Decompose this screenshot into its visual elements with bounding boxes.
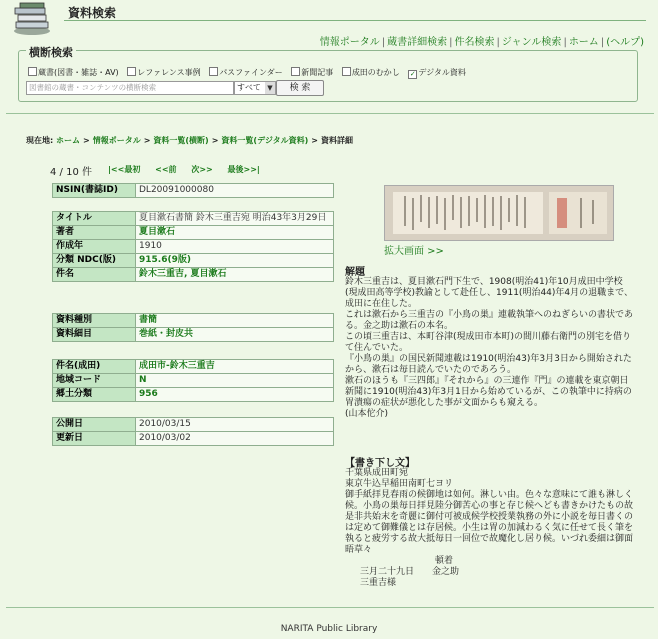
pager: [108, 164, 272, 175]
breadcrumb-home[interactable]: ホーム: [56, 136, 80, 145]
breadcrumb-portal[interactable]: 情報ポータル: [92, 136, 141, 145]
subject-link[interactable]: 鈴木三重吉, 夏目漱石: [136, 268, 334, 282]
local-subject-link[interactable]: 成田市-鈴木三重吉: [136, 360, 334, 374]
transcription-line: 東京牛込早稲田南町七ヨリ: [345, 479, 454, 489]
nav-home[interactable]: ホーム: [568, 37, 599, 48]
breadcrumb: 現在地: ホーム > 情報ポータル > 資料一覧(横断) > 資料一覧(デジタル資料) > 資料詳細: [26, 136, 353, 145]
field-value: 夏目漱石書簡 鈴木三重吉宛 明治43年3月29日: [136, 212, 334, 226]
nav-detail-search[interactable]: 蔵書詳細検索: [387, 37, 448, 48]
check-reference[interactable]: [127, 67, 200, 78]
type-link[interactable]: 書簡: [136, 314, 334, 328]
table-row: [53, 388, 334, 402]
field-label: 資料種別: [53, 314, 136, 328]
table-row: [53, 432, 334, 446]
transcription-heading: 【書き下し文】: [345, 458, 415, 469]
pager-first[interactable]: |<<最初: [108, 165, 141, 174]
meta-table-local: [52, 359, 334, 402]
description-line: 漱石のほうも『三四郎』『それから』の三連作『門』の連載を東京朝日新聞に1910(明治43)年3月1日から始めているが、この執筆中に持病の胃潰瘍の症状が悪化した事が文面からも窺える。: [345, 376, 632, 408]
breadcrumb-list-digital[interactable]: 資料一覧(デジタル資料): [221, 136, 309, 145]
field-label: 公開日: [53, 418, 136, 432]
ndc-link[interactable]: 915.6(9版): [136, 254, 334, 268]
field-value: 1910: [136, 240, 334, 254]
cross-search-checkboxes: [28, 67, 472, 79]
field-label: 著者: [53, 226, 136, 240]
description-line: 『小鳥の巣』の国民新聞連載は1910(明治43)年3月3日から開始されたから、漱石は毎日読んでいたのであろう。: [345, 354, 632, 375]
checkbox-icon[interactable]: [342, 67, 351, 76]
search-button[interactable]: 検 索: [276, 80, 324, 96]
meta-table-dates: [52, 417, 334, 446]
check-collection[interactable]: [28, 67, 119, 78]
author-link[interactable]: 夏目漱石: [136, 226, 334, 240]
check-label: パスファインダー: [219, 68, 283, 77]
table-row: [53, 254, 334, 268]
chevron-down-icon[interactable]: ▼: [265, 82, 275, 94]
field-value: 2010/03/02: [136, 432, 334, 446]
breadcrumb-list-cross[interactable]: 資料一覧(横断): [153, 136, 209, 145]
description-line: 鈴木三重吉は、夏目漱石門下生で、1908(明治41)年10月成田中学校(現成田高等学校)教諭として赴任し、1911(明治44)年4月の退職まで、成田に在住した。: [345, 277, 633, 309]
meta-table-type: [52, 313, 334, 342]
scope-select[interactable]: [234, 81, 276, 95]
field-value: DL20091000080: [136, 184, 334, 198]
table-row: [53, 184, 334, 198]
title-divider: [64, 20, 646, 21]
breadcrumb-current: 資料詳細: [320, 136, 353, 145]
field-label: NSIN(書誌ID): [53, 184, 136, 198]
check-pathfinder[interactable]: [209, 67, 283, 78]
checkbox-icon[interactable]: [127, 67, 136, 76]
description-line: これは漱石から三重吉の『小鳥の巣』連載執筆へのねぎらいの書状である。金之助は漱石の本名。: [345, 310, 634, 331]
table-row: [53, 314, 334, 328]
check-label: 蔵書(図書・雑誌・AV): [38, 68, 119, 77]
table-row: [53, 328, 334, 342]
check-label: デジタル資料: [418, 68, 466, 77]
local-class-link[interactable]: 956: [136, 388, 334, 402]
nav-help[interactable]: (ヘルプ): [606, 37, 644, 48]
nav-info-portal[interactable]: 情報ポータル: [319, 37, 380, 48]
letter-thumbnail[interactable]: [384, 185, 614, 241]
pager-last[interactable]: 最後>>|: [227, 165, 260, 174]
field-label: 作成年: [53, 240, 136, 254]
nav-genre-search[interactable]: ジャンル検索: [501, 37, 562, 48]
transcription-date-sender: 三月二十九日 金之助: [360, 567, 460, 577]
cross-search-input[interactable]: 図書館の蔵書・コンテンツの横断検索: [26, 81, 234, 95]
check-newspaper[interactable]: [291, 67, 333, 78]
field-label: 件名: [53, 268, 136, 282]
books-logo-icon: [12, 2, 52, 36]
footer-divider: [6, 607, 654, 608]
detail-link[interactable]: 巻紙・封皮共: [136, 328, 334, 342]
scope-select-value: すべて: [237, 83, 261, 92]
table-row: [53, 212, 334, 226]
checkbox-icon[interactable]: [209, 67, 218, 76]
transcription-closing: 頓着: [435, 556, 454, 566]
field-label: 郷土分類: [53, 388, 136, 402]
description-body: [345, 277, 635, 420]
pager-prev[interactable]: <<前: [155, 165, 177, 174]
check-label: 新聞記事: [301, 68, 334, 77]
checkbox-checked-icon[interactable]: ✓: [409, 70, 416, 78]
table-row: [53, 226, 334, 240]
field-label: 資料細目: [53, 328, 136, 342]
description-line: (山本佗介): [345, 409, 389, 419]
transcription-line: 御手紙拝見春雨の候御地は如何。淋しい由。色々な意味にて誰も淋しく候。小鳥の巣毎日拝見陸分御苦心の事と存じ候へども書きかけたもの故是非共始末を奇麗に御付可被成候学校授業執務の外に小説を毎日書くのは定めて御難儀とは存居候。小生は胃の加減わるく気に任せて長く筆を執ると疲労する故大抵毎日一回位で故魔化し居り候。いづれ委細は御面晤草々: [345, 490, 634, 555]
pager-next[interactable]: 次>>: [191, 165, 213, 174]
footer: NARITA Public Library: [280, 624, 378, 634]
table-row: [53, 360, 334, 374]
field-label: 件名(成田): [53, 360, 136, 374]
transcription-line: 千葉県成田町宛: [345, 468, 409, 478]
region-code-link[interactable]: N: [136, 374, 334, 388]
check-digital[interactable]: [408, 67, 466, 79]
transcription-recipient: 三重吉様: [360, 578, 397, 588]
meta-table-id: [52, 183, 334, 198]
top-navigation: 情報ポータル | 蔵書詳細検索 | 件名検索 | ジャンル検索 | ホーム | (ヘルプ): [319, 37, 644, 48]
description-line: この頃三重吉は、本町谷津(現成田市本町)の間川藤右衛門の別宅を借りて住んでいた。: [345, 332, 632, 353]
field-label: タイトル: [53, 212, 136, 226]
field-label: 分類 NDC(版): [53, 254, 136, 268]
checkbox-icon[interactable]: [28, 67, 37, 76]
meta-table-bibliographic: [52, 211, 334, 282]
field-value: 2010/03/15: [136, 418, 334, 432]
enlarge-image-link[interactable]: 拡大画面 >>: [384, 246, 444, 257]
table-row: [53, 240, 334, 254]
check-label: 成田のむかし: [351, 68, 400, 77]
table-row: [53, 418, 334, 432]
transcription-body: [345, 468, 637, 589]
divider: [6, 113, 654, 114]
nav-subject-search[interactable]: 件名検索: [454, 37, 495, 48]
check-label: レファレンス事例: [137, 68, 201, 77]
cross-search-legend: 横断検索: [26, 44, 76, 60]
field-label: 地域コード: [53, 374, 136, 388]
description-heading: 解題: [345, 267, 365, 278]
check-narita-history[interactable]: [342, 67, 400, 78]
table-row: [53, 268, 334, 282]
breadcrumb-prefix: 現在地:: [26, 136, 54, 145]
table-row: [53, 374, 334, 388]
result-count: 4 / 10 件: [50, 167, 92, 178]
checkbox-icon[interactable]: [291, 67, 300, 76]
page-title: 資料検索: [68, 6, 117, 20]
field-label: 更新日: [53, 432, 136, 446]
